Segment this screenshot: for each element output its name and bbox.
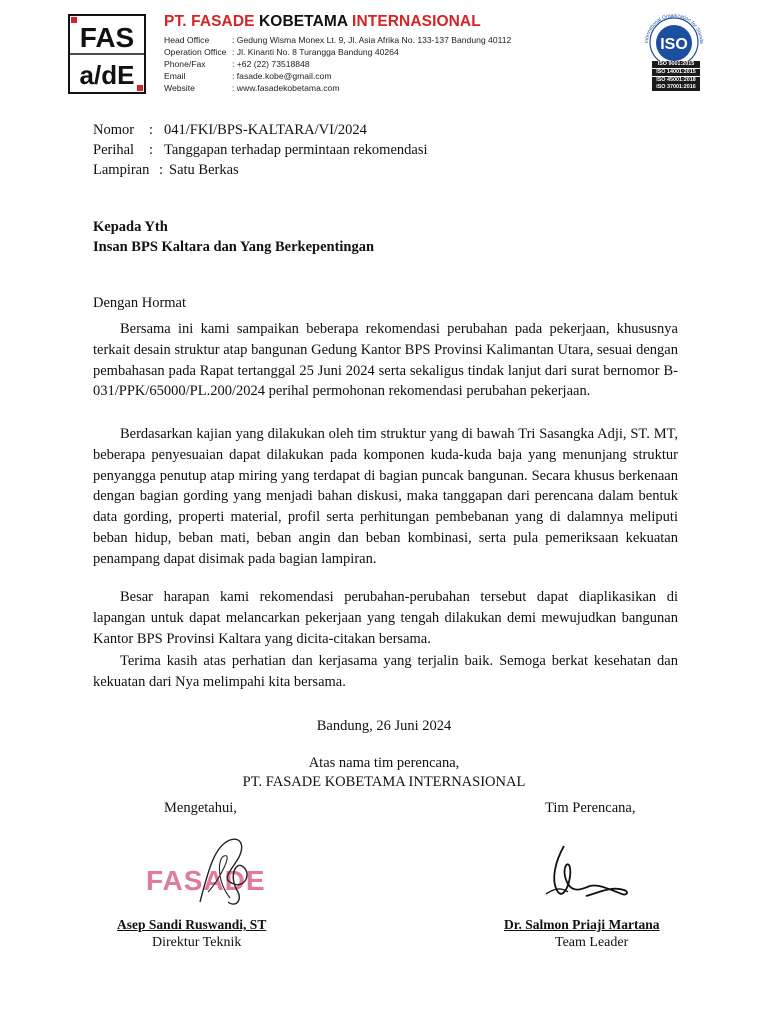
signer-right-name: Dr. Salmon Priaji Martana: [504, 917, 660, 932]
reference-subject-value: Tanggapan terhadap permintaan rekomendasi: [164, 142, 428, 158]
company-name-part3: INTERNASIONAL: [352, 13, 481, 30]
company-logo: [68, 14, 146, 94]
on-behalf-block: [0, 754, 768, 792]
iso-certification-list: [652, 61, 700, 92]
stamp-text: FASADE: [146, 865, 266, 896]
reference-block: [93, 120, 428, 180]
contact-row-website: [164, 82, 511, 94]
iso-cert: ISO 9001:2015: [652, 61, 700, 68]
company-name-part1: PT. FASADE: [164, 13, 255, 30]
recipient-line2: Insan BPS Kaltara dan Yang Berkepentingan: [93, 239, 375, 255]
contact-row-email: [164, 70, 511, 82]
separator: :: [149, 142, 154, 158]
body-paragraph: Berdasarkan kajian yang dilakukan oleh tim struktur yang di bawah Tri Sasangka Adji, ST. MT, beberapa penyesuaian dapat dilakukan pada komponen kuda-kuda baja yang menunjang struktur penyangga penutup atap miring yang terdapat di bagian puncak bangunan. Secara khusus berkenaan dengan bagian gording yang menjadi bahan diskusi, maka tanggapan dari perencana dalam bentuk data gording, properti material, profil serta perhitungan pembebanan yang di dalamnya meliputi beban hidup, beban mati, beban angin dan beban kombinasi, serta pula pemeriksaan kekuatan penampang dapat disimak pada bagian lampiran.: [93, 426, 678, 567]
iso-ring-text: International Organization for Standa: [643, 12, 705, 44]
contact-label: Head Office: [164, 35, 210, 45]
iso-cert: ISO 45001:2018: [652, 77, 700, 84]
body-paragraph: Terima kasih atas perhatian dan kerjasama yang terjalin baik. Semoga berkat kesehatan dan kekuatan dari Nya melimpahi kita bersama.: [93, 653, 678, 690]
reference-attachment-value: Satu Berkas: [169, 162, 239, 178]
contact-label: Website: [164, 83, 195, 93]
contact-value: : Gedung Wisma Monex Lt. 9, Jl. Asia Afrika No. 133-137 Bandung 40112: [232, 35, 512, 45]
contact-label: Phone/Fax: [164, 59, 206, 69]
contact-row-operation-office: [164, 46, 511, 58]
contact-value: : fasade.kobe@gmail.com: [232, 71, 332, 81]
contact-value: : +62 (22) 73518848: [232, 59, 310, 69]
contact-label: Email: [164, 71, 186, 81]
reference-subject-label: Perihal: [93, 142, 135, 158]
on-behalf-text: Atas nama tim perencana,: [308, 755, 460, 771]
reference-attachment-label: Lampiran: [93, 162, 150, 178]
contact-value: : Jl. Kinanti No. 8 Turangga Bandung 40264: [232, 47, 399, 57]
team-leader-signature: [536, 840, 636, 906]
letter-date: Bandung, 26 Juni 2024: [316, 718, 452, 734]
logo-text-bottom: a/dE: [79, 60, 135, 90]
signer-right-title: Team Leader: [555, 935, 629, 950]
company-name: [164, 13, 481, 31]
contact-value: : www.fasadekobetama.com: [232, 83, 340, 93]
contact-block: [164, 34, 511, 94]
signer-left-name: Asep Sandi Ruswandi, ST: [117, 917, 267, 932]
iso-label: ISO: [660, 36, 688, 53]
body-paragraph: Besar harapan kami rekomendasi perubahan-perubahan tersebut dapat diaplikasikan di lapangan untuk dapat melancarkan pekerjaan yang tengah dilakukan demi mewujudkan bangunan Kantor BPS Provinsi Kaltara yang dicita-citakan bersama.: [93, 589, 678, 647]
recipient-line1: Kepada Yth: [93, 219, 168, 235]
iso-cert: ISO 14001:2015: [652, 69, 700, 76]
reference-attachment-row: [93, 160, 428, 180]
reference-subject-row: [93, 140, 428, 160]
recipient-block: [93, 217, 374, 257]
greeting: Dengan Hormat: [93, 295, 187, 311]
team-label: Tim Perencana,: [545, 800, 636, 816]
reference-number-label: Nomor: [93, 122, 135, 138]
reference-number-value: 041/FKI/BPS-KALTARA/VI/2024: [164, 122, 367, 138]
signer-left-title: Direktur Teknik: [152, 935, 242, 950]
company-name-part2: KOBETAMA: [259, 13, 348, 30]
logo-text-top: FAS: [79, 22, 135, 53]
iso-cert: ISO 37001:2016: [652, 84, 700, 91]
contact-row-phone: [164, 58, 511, 70]
company-stamp-signature: [138, 832, 298, 912]
iso-logo: [636, 10, 712, 68]
separator: :: [159, 162, 164, 178]
acknowledged-label: Mengetahui,: [164, 800, 237, 816]
closing-company: PT. FASADE KOBETAMA INTERNASIONAL: [242, 774, 526, 790]
separator: :: [149, 122, 154, 138]
body-paragraph: Bersama ini kami sampaikan beberapa rekomendasi perubahan pada pekerjaan, khususnya terkait desain struktur atap bangunan Gedung Kantor BPS Provinsi Kalimantan Utara, sesuai dengan pembahasan pada Rapat tertanggal 25 Juni 2024 serta sekaligus tindak lanjut dari surat bernomor B-031/PPK/65000/PL.200/2024 perihal permohonan rekomendasi perubahan pekerjaan.: [93, 321, 678, 400]
contact-row-head-office: [164, 34, 511, 46]
reference-number-row: [93, 120, 428, 140]
contact-label: Operation Office: [164, 47, 227, 57]
